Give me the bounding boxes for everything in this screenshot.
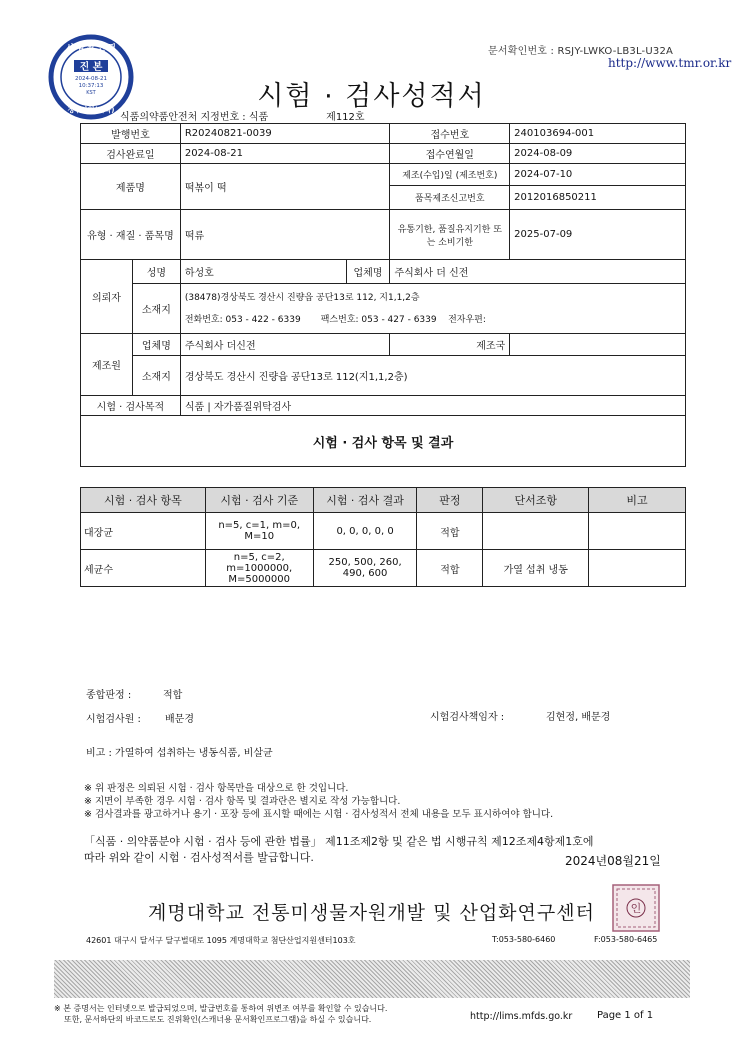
result-value: 0, 0, 0, 0, 0 <box>313 513 417 550</box>
purpose-label: 시험 · 검사목적 <box>81 396 181 416</box>
client-phone: 전화번호: 053 - 422 - 6339 <box>184 314 301 325</box>
report-no-label: 품목제조신고번호 <box>390 186 510 210</box>
result-judgment: 적합 <box>417 513 483 550</box>
results-section-title: 시험 · 검사 항목 및 결과 <box>81 416 686 467</box>
maker-label: 제조원 <box>81 334 133 396</box>
result-judgment: 적합 <box>417 550 483 587</box>
official-seal-icon <box>612 884 660 932</box>
notes-block <box>84 782 553 821</box>
footer-line-2: 또한, 문서하단의 바코드로도 진위확인(스캐너용 문서확인프로그램)을 하실 수 있습니다. <box>64 1015 372 1024</box>
maker-company-value: 주식회사 더신전 <box>180 334 390 356</box>
done-date-value: 2024-08-21 <box>180 144 390 164</box>
footer-url[interactable]: http://lims.mfds.go.kr <box>470 1011 573 1022</box>
type-label: 유형 · 재질 · 품목명 <box>81 210 181 260</box>
seal-text: 인 <box>630 902 642 915</box>
stamp-center-text: 진 본 <box>79 62 103 73</box>
tester-label: 시험검사원 : <box>86 714 141 725</box>
note-line: ※ 지면이 부족한 경우 시험 · 검사 항목 및 결과란은 별지로 작성 가능합니다. <box>84 796 401 807</box>
legal-line-2: 따라 위와 같이 시험 · 검사성적서를 발급합니다. <box>84 851 314 864</box>
result-criteria: n=5, c=2, m=1000000, M=5000000 <box>205 550 313 587</box>
stamp-bottom-text: 정부사업(의약) <box>67 106 115 114</box>
legal-line-1: 「식품 · 의약품분야 시험 · 검사 등에 관한 법률」 제11조제2항 및 같은 법 시행규칙 제12조제4항제1호에 <box>84 835 594 848</box>
result-item: 대장균 <box>81 513 206 550</box>
result-remark <box>589 513 686 550</box>
result-remark <box>589 550 686 587</box>
designation-label: 식품의약품안전처 지정번호 : 식품 <box>120 112 269 123</box>
stamp-date: 2024-08-21 <box>75 76 107 82</box>
receipt-date-label: 접수연월일 <box>390 144 510 164</box>
product-value: 떡볶이 떡 <box>180 164 390 210</box>
expiry-label: 유통기한, 품질유지기한 또는 소비기한 <box>390 210 510 260</box>
organization-phone: T:053-580-6460 <box>492 935 556 944</box>
stamp-top-text: 시 험 확 인 필 <box>66 43 116 52</box>
receipt-no-label: 접수번호 <box>390 124 510 144</box>
website-url[interactable]: http://www.tmr.or.kr <box>608 56 732 70</box>
organization-name: 계명대학교 전통미생물자원개발 및 산업화연구센터 <box>148 902 595 924</box>
table-row <box>81 550 686 587</box>
expiry-value: 2025-07-09 <box>510 210 686 260</box>
client-email: 전자우편: <box>448 314 486 325</box>
maker-address-label: 소재지 <box>132 356 180 396</box>
receipt-no-value: 240103694-001 <box>510 124 686 144</box>
mfg-date-value: 2024-07-10 <box>510 164 686 186</box>
type-value: 떡류 <box>180 210 390 260</box>
stamp-time: 10:37:13 <box>78 83 104 89</box>
designation-line <box>120 108 365 123</box>
client-name-value: 하성호 <box>180 260 346 284</box>
result-proviso: 가열 섭취 냉동 <box>483 550 589 587</box>
header-remark: 비고 <box>589 488 686 513</box>
purpose-value: 식품 | 자가품질위탁검사 <box>180 396 685 416</box>
issue-no-value: R20240821-0039 <box>180 124 390 144</box>
client-fax: 팩스번호: 053 - 427 - 6339 <box>320 314 437 325</box>
footer-line-1: ※ 본 증명서는 인터넷으로 발급되었으며, 발급번호를 통하여 위변조 여부를 확인할 수 있습니다. <box>54 1004 388 1013</box>
header-result: 시험 · 검사 결과 <box>313 488 417 513</box>
designation-number: 제112호 <box>326 112 365 123</box>
report-no-value: 2012016850211 <box>510 186 686 210</box>
page-number: Page 1 of 1 <box>597 1010 654 1021</box>
client-address: (38478)경상북도 경산시 진량읍 공단13로 112, 지1,1,2층 <box>184 292 420 303</box>
product-label: 제품명 <box>81 164 181 210</box>
page-title: 시험 · 검사성적서 <box>257 81 486 112</box>
header-judgment: 판정 <box>417 488 483 513</box>
client-name-label: 성명 <box>132 260 180 284</box>
mfg-date-label: 제조(수입)일 (제조번호) <box>390 164 510 186</box>
receipt-date-value: 2024-08-09 <box>510 144 686 164</box>
result-criteria: n=5, c=1, m=0, M=10 <box>205 513 313 550</box>
client-contact <box>185 309 681 331</box>
manager-value: 김현정, 배문경 <box>546 712 611 723</box>
client-company-value: 주식회사 더 신전 <box>390 260 686 284</box>
table-row <box>81 513 686 550</box>
result-item: 세균수 <box>81 550 206 587</box>
note-line: ※ 검사결과를 광고하거나 용기 · 포장 등에 표시할 때에는 시험 · 검사성적서 전체 내용을 모두 표시하여야 합니다. <box>84 809 554 820</box>
header-item: 시험 · 검사 항목 <box>81 488 206 513</box>
info-table <box>80 123 686 467</box>
client-address-cell <box>180 284 685 334</box>
footer-notice <box>54 1003 387 1025</box>
country-value <box>510 334 686 356</box>
tester-value: 배문경 <box>165 714 194 725</box>
results-table <box>80 487 686 587</box>
client-label: 의뢰자 <box>81 260 133 334</box>
done-date-label: 검사완료일 <box>81 144 181 164</box>
document-confirmation-number: 문서확인번호 : RSJY-LWKO-LB3L-U32A <box>488 46 674 57</box>
manager-label: 시험검사책임자 : <box>430 712 505 723</box>
overall-value: 적합 <box>163 690 183 701</box>
result-proviso <box>483 513 589 550</box>
issue-no-label: 발행번호 <box>81 124 181 144</box>
client-address-label: 소재지 <box>132 284 180 334</box>
note-line: ※ 위 판정은 의뢰된 시험 · 검사 항목만을 대상으로 한 것입니다. <box>84 783 349 794</box>
maker-company-label: 업체명 <box>132 334 180 356</box>
maker-address-value: 경상북도 경산시 진량읍 공단13로 112(지1,1,2층) <box>180 356 685 396</box>
header-criteria: 시험 · 검사 기준 <box>205 488 313 513</box>
legal-statement <box>84 834 593 866</box>
issue-date: 2024년08월21일 <box>565 854 661 868</box>
remark-line: 비고 : 가열하여 섭취하는 냉동식품, 비살균 <box>86 748 273 759</box>
result-value: 250, 500, 260, 490, 600 <box>313 550 417 587</box>
country-label: 제조국 <box>390 334 510 356</box>
client-company-label: 업체명 <box>346 260 390 284</box>
stamp-code: KST <box>86 90 96 96</box>
overall-label: 종합판정 : <box>86 690 132 701</box>
verification-barcode <box>54 960 690 998</box>
results-header-row <box>81 488 686 513</box>
organization-address: 42601 대구시 달서구 달구벌대로 1095 계명대학교 첨단산업지원센터103호 <box>86 936 356 945</box>
header-proviso: 단서조항 <box>483 488 589 513</box>
organization-fax: F:053-580-6465 <box>594 935 658 944</box>
